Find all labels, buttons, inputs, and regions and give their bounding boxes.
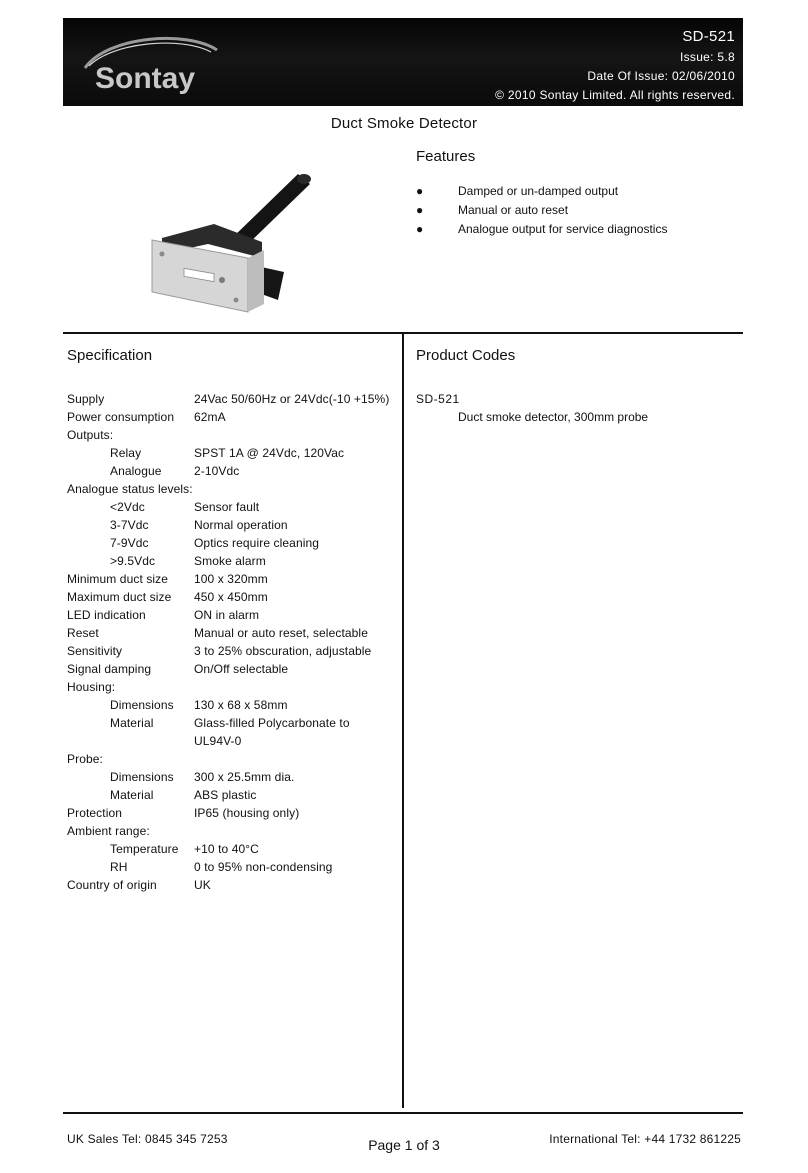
uk-sales-phone: UK Sales Tel: 0845 345 7253 (67, 1132, 228, 1146)
bullet-icon: ● (416, 203, 424, 217)
doc-code: SD-521 (682, 28, 735, 45)
date-of-issue: Date Of Issue: 02/06/2010 (587, 69, 735, 83)
spec-row: Relay SPST 1A @ 24Vdc, 120Vac (110, 446, 345, 460)
spec-row: Ambient range: (67, 824, 150, 838)
bullet-icon: ● (416, 184, 424, 198)
spec-row: RH 0 to 95% non-condensing (110, 860, 333, 874)
spec-row: <2Vdc Sensor fault (110, 500, 260, 514)
header-banner (63, 18, 743, 106)
specification-table (67, 390, 389, 894)
bottom-divider (63, 1112, 743, 1114)
spec-row: Power consumption 62mA (67, 410, 226, 424)
spec-row: Minimum duct size 100 x 320mm (67, 572, 268, 586)
product-codes-heading: Product Codes (416, 347, 516, 364)
feature-item: ● Manual or auto reset (416, 201, 667, 220)
product-image (148, 168, 326, 320)
specification-heading: Specification (67, 347, 153, 364)
spec-row: Analogue status levels: (67, 482, 193, 496)
bullet-icon: ● (416, 222, 424, 236)
spec-row: Country of origin UK (67, 878, 211, 892)
spec-row: Analogue 2-10Vdc (110, 464, 240, 478)
spec-row: Probe: (67, 752, 103, 766)
spec-row: LED indication ON in alarm (67, 608, 260, 622)
spec-row: Maximum duct size 450 x 450mm (67, 590, 268, 604)
spec-row: Dimensions 300 x 25.5mm dia. (110, 770, 295, 784)
spec-row: Housing: (67, 680, 116, 694)
logo-wordmark: Sontay (95, 62, 196, 95)
spec-row: Signal damping On/Off selectable (67, 662, 289, 676)
features-list (416, 182, 667, 239)
spec-row: 7-9Vdc Optics require cleaning (110, 536, 320, 550)
feature-item: ● Analogue output for service diagnostics (416, 220, 667, 239)
product-code-description: Duct smoke detector, 300mm probe (458, 410, 649, 424)
issue-number: Issue: 5.8 (679, 50, 735, 64)
spec-row: Sensitivity 3 to 25% obscuration, adjustable (67, 644, 372, 658)
spec-row: Protection IP65 (housing only) (67, 806, 300, 820)
spec-row: Supply 24Vac 50/60Hz or 24Vdc(-10 +15%) (67, 392, 390, 406)
page-title: Duct Smoke Detector (330, 115, 478, 132)
international-phone: International Tel: +44 1732 861225 (549, 1132, 741, 1146)
spec-row: >9.5Vdc Smoke alarm (110, 554, 266, 568)
features-heading: Features (416, 148, 476, 165)
spec-row: 3-7Vdc Normal operation (110, 518, 288, 532)
feature-item: ● Damped or un-damped output (416, 182, 667, 201)
header-info (495, 26, 735, 105)
spec-row: Temperature +10 to 40°C (110, 842, 259, 856)
sontay-logo (77, 28, 227, 98)
spec-row: Dimensions 130 x 68 x 58mm (110, 698, 288, 712)
copyright: © 2010 Sontay Limited. All rights reserved. (495, 88, 735, 102)
spec-row: Material ABS plastic (110, 788, 257, 802)
spec-row: Reset Manual or auto reset, selectable (67, 626, 368, 640)
spec-row: Material Glass-filled Polycarbonate to (110, 716, 350, 730)
spec-row: UL94V-0 (194, 734, 242, 748)
product-code: SD-521 (416, 392, 460, 406)
page-number: Page 1 of 3 (368, 1137, 440, 1153)
spec-row: Outputs: (67, 428, 114, 442)
column-divider (402, 333, 404, 1108)
